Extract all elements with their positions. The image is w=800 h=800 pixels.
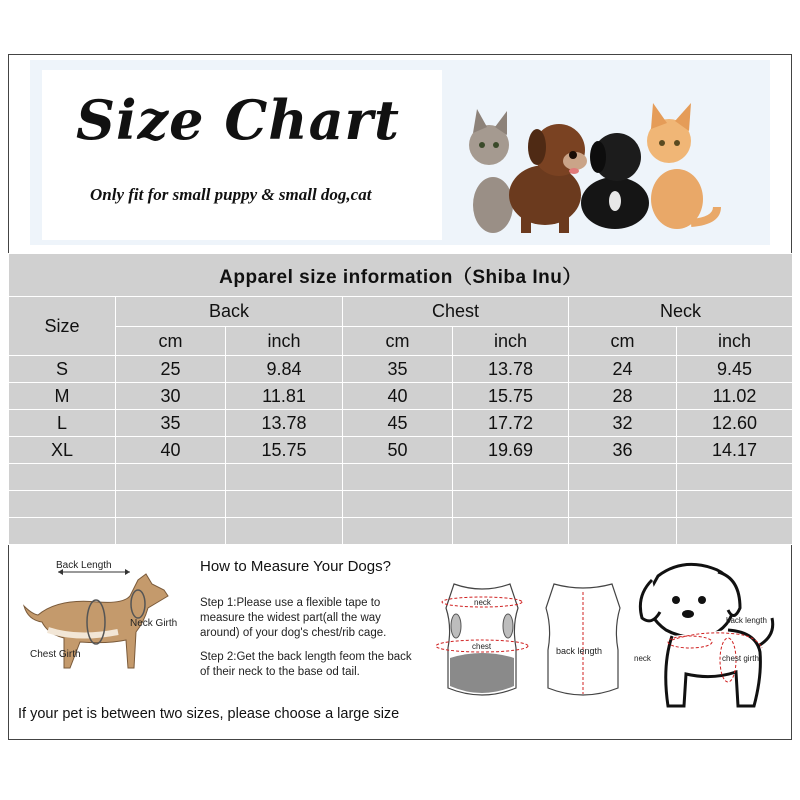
table-cell: 28: [569, 383, 677, 410]
puppy-brown: [509, 124, 587, 233]
table-cell: 24: [569, 356, 677, 383]
empty-row: [9, 518, 793, 545]
table-cell: 45: [343, 410, 453, 437]
table-caption: Apparel size information（Shiba Inu）: [9, 254, 793, 297]
table-cell: 13.78: [453, 356, 569, 383]
unit-header: cm: [569, 327, 677, 356]
table-cell: 9.45: [677, 356, 793, 383]
table-cell: 9.84: [226, 356, 343, 383]
unit-header: inch: [226, 327, 343, 356]
table-cell: 25: [116, 356, 226, 383]
vest-back-length-label: back length: [556, 646, 603, 656]
table-row: [9, 437, 793, 464]
unit-header: inch: [453, 327, 569, 356]
table-row: [9, 410, 793, 437]
puppy-back-length-label: back length: [726, 616, 767, 625]
neck-girth-label: Neck Girth: [130, 618, 178, 629]
group-header-chest: Chest: [343, 297, 569, 327]
kitten-orange: [647, 103, 717, 229]
table-cell: 40: [116, 437, 226, 464]
vest-front-diagram: [432, 578, 532, 703]
table-cell: 50: [343, 437, 453, 464]
table-cell: 13.78: [226, 410, 343, 437]
table-cell: S: [9, 356, 116, 383]
size-advice-note: If your pet is between two sizes, please choose a large size: [18, 706, 400, 722]
vest-chest-label: chest: [472, 642, 492, 651]
puppy-black: [581, 133, 649, 229]
table-cell: 35: [116, 410, 226, 437]
size-table: [8, 253, 793, 545]
table-cell: 14.17: [677, 437, 793, 464]
table-cell: 19.69: [453, 437, 569, 464]
table-cell: XL: [9, 437, 116, 464]
table-cell: 15.75: [453, 383, 569, 410]
table-cell: 36: [569, 437, 677, 464]
table-cell: 32: [569, 410, 677, 437]
subtitle: Only fit for small puppy & small dog,cat: [90, 185, 372, 204]
unit-header: cm: [343, 327, 453, 356]
vest-back-diagram: [538, 578, 628, 703]
unit-header: inch: [677, 327, 793, 356]
step-1-text: Step 1:Please use a flexible tape to measure the widest part(all the way around) of your dog's chest/rib cage.: [200, 597, 387, 639]
step-2-text: Step 2:Get the back length feom the back of their neck to the base od tail.: [200, 651, 412, 678]
table-row: [9, 383, 793, 410]
table-cell: L: [9, 410, 116, 437]
table-cell: 35: [343, 356, 453, 383]
table-cell: 15.75: [226, 437, 343, 464]
chest-girth-label: Chest Girth: [30, 649, 81, 660]
table-cell: 12.60: [677, 410, 793, 437]
group-header-back: Back: [116, 297, 343, 327]
puppy-outline-diagram: [632, 556, 782, 721]
table-cell: 17.72: [453, 410, 569, 437]
puppy-neck-label: neck: [634, 654, 651, 663]
table-cell: 11.81: [226, 383, 343, 410]
page-title: Size Chart: [76, 88, 400, 152]
puppy-chest-girth-label: chest girth: [722, 654, 759, 663]
table-cell: 30: [116, 383, 226, 410]
table-cell: 40: [343, 383, 453, 410]
empty-row: [9, 464, 793, 491]
pets-photo: [455, 95, 725, 235]
table-row: [9, 356, 793, 383]
table-cell: M: [9, 383, 116, 410]
kitten-gray: [469, 109, 513, 233]
vest-neck-label: neck: [474, 598, 491, 607]
how-to-measure-heading: How to Measure Your Dogs?: [200, 558, 391, 575]
unit-header: cm: [116, 327, 226, 356]
empty-row: [9, 491, 793, 518]
size-header: Size: [9, 297, 116, 356]
back-length-label: Back Length: [56, 560, 112, 571]
table-cell: 11.02: [677, 383, 793, 410]
group-header-neck: Neck: [569, 297, 793, 327]
